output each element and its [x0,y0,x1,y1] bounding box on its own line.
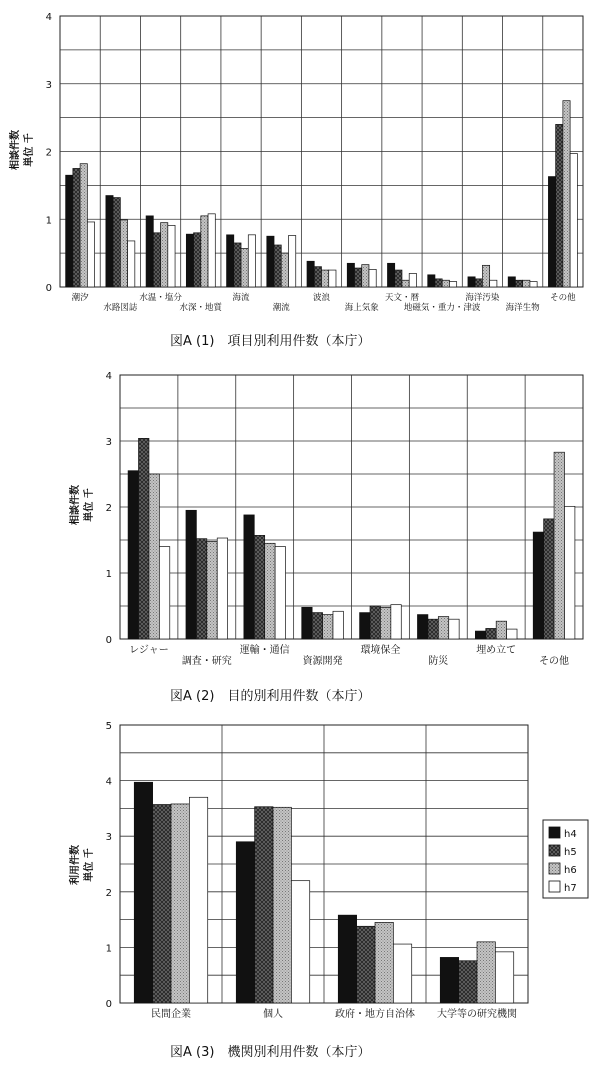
bar-h7 [449,282,456,287]
legend-swatch-h7 [549,881,560,892]
category-label: レジャー [129,645,169,656]
category-label: その他 [550,293,576,303]
bar-h7 [393,944,411,1003]
bar-h5 [370,606,380,639]
bar-h7 [333,611,343,639]
y-tick-label: 3 [105,832,112,844]
bar-h6 [402,280,409,287]
legend-swatch-h6 [549,863,560,874]
bar-h4 [360,613,370,639]
bar-h6 [241,248,248,287]
bar-h5 [255,807,273,1003]
bar-h5 [153,805,171,1003]
bar-h4 [338,915,356,1003]
bar-h7 [329,270,336,287]
bar-h4 [508,277,515,287]
legend-label-h5: h5 [564,847,577,858]
category-label: 海流 [232,293,250,303]
category-label: 水深・地質 [179,303,223,313]
chart-1 [8,12,583,349]
bar-h5 [254,535,264,639]
bar-h5 [486,628,496,639]
bar-h4 [302,607,312,639]
bar-h5 [475,279,482,287]
bar-h4 [440,957,458,1003]
legend [543,820,588,898]
bar-h5 [196,539,206,639]
bar-h6 [161,223,168,287]
y-tick-label: 1 [105,943,112,955]
bar-h6 [281,253,288,287]
bar-h4 [236,842,254,1003]
chart-2 [68,371,583,704]
bar-h5 [194,233,201,287]
bar-h4 [66,175,73,287]
bar-h6 [438,617,448,639]
bar-h4 [428,275,435,287]
category-label: 海上気象 [344,303,379,313]
category-label: 地磁気・重力・津波 [403,303,481,313]
y-tick-label: 5 [105,721,112,732]
bar-h4 [186,510,196,639]
chart-3 [68,721,528,1060]
bar-h4 [128,471,138,639]
bar-h5 [234,243,241,287]
bar-h7 [530,282,537,287]
bar-h6 [323,615,333,639]
bar-h5 [395,270,402,287]
category-label: 大学等の研究機関 [437,1009,517,1020]
legend-label-h6: h6 [564,865,577,876]
category-label: 水温・塩分 [139,293,182,303]
bar-h7 [564,506,574,639]
category-label: 海洋生物 [505,303,540,313]
y-tick-label: 2 [105,887,112,899]
y-tick-label: 2 [105,503,112,514]
bar-h5 [435,279,442,287]
y-tick-label: 1 [105,569,112,580]
bar-h7 [495,952,513,1003]
legend-label-h7: h7 [564,883,577,894]
category-label: 資源開発 [302,656,343,667]
chart-caption: 図A (1) 項目別利用件数（本庁） [170,334,371,349]
bar-h7 [159,547,169,639]
y-tick-label: 2 [45,147,52,159]
category-label: 政府・地方自治体 [335,1009,415,1020]
bar-h4 [186,234,193,287]
bar-h6 [80,164,87,287]
category-label: 波浪 [312,293,331,303]
bar-h7 [248,235,255,287]
bar-h4 [468,277,475,287]
bar-h4 [548,177,555,287]
category-label: 運輸・通信 [239,645,290,656]
bar-h6 [265,543,275,639]
bar-h5 [544,519,554,639]
y-tick-label: 4 [105,776,112,788]
bar-h4 [387,263,394,287]
bar-h4 [267,236,274,287]
chart-caption: 図A (2) 目的別利用件数（本庁） [170,689,371,704]
bar-h5 [113,198,120,287]
bar-h6 [496,621,506,639]
y-tick-label: 3 [45,79,52,91]
y-tick-label: 4 [45,12,52,23]
category-label: 水路図誌 [103,303,138,313]
bar-h4 [533,532,543,639]
bar-h7 [507,629,517,639]
y-axis-label: 単位 千 [24,133,35,167]
category-label: 潮汐 [71,293,89,303]
bar-h6 [171,804,189,1003]
bar-h5 [515,280,522,287]
bar-h6 [442,280,449,287]
bar-h5 [459,961,477,1003]
y-axis-label: 相談件数 [70,485,81,525]
bar-h5 [428,619,438,639]
bar-h6 [322,270,329,287]
bar-h5 [153,233,160,287]
y-axis-label: 相談件数 [10,130,21,170]
category-label: 海洋汚染 [465,293,500,303]
bar-h7 [168,225,175,287]
bar-h7 [449,619,459,639]
legend-swatch-h4 [549,827,560,838]
bar-h7 [291,881,309,1003]
bar-h6 [201,216,208,287]
bar-h6 [523,280,530,287]
bar-h7 [490,280,497,287]
y-tick-label: 1 [45,215,52,227]
bar-h4 [307,261,314,287]
bar-h6 [362,265,369,287]
y-tick-label: 0 [45,283,52,294]
legend-swatch-h5 [549,845,560,856]
category-label: 潮流 [272,303,290,313]
category-label: 埋め立て [476,645,517,656]
bar-h4 [134,782,152,1003]
bar-h4 [475,631,485,639]
bar-h4 [146,216,153,287]
bar-h7 [391,605,401,639]
bar-h4 [106,196,113,287]
bar-h4 [347,263,354,287]
bar-h6 [375,922,393,1003]
bar-h5 [73,168,80,287]
bar-h7 [570,154,577,287]
bar-h7 [128,241,135,287]
bar-h6 [207,541,217,639]
legend-label-h4: h4 [564,829,577,840]
bar-h5 [314,267,321,287]
category-label: 防災 [428,656,449,667]
bar-h6 [149,474,159,639]
bar-h6 [563,101,570,287]
bar-h5 [556,124,563,287]
bar-h7 [409,273,416,287]
bar-h5 [139,438,149,639]
y-axis-label: 単位 千 [84,488,95,522]
bar-h5 [274,245,281,287]
bar-h5 [312,613,322,639]
bar-h4 [227,235,234,287]
category-label: 天文・暦 [384,293,419,303]
y-axis-label: 利用件数 [70,845,81,885]
bar-h7 [275,547,285,639]
category-label: 民間企業 [151,1009,191,1020]
chart-caption: 図A (3) 機関別利用件数（本庁） [170,1045,371,1060]
bar-h6 [554,452,564,639]
y-axis-label: 単位 千 [84,848,95,882]
bar-h4 [417,615,427,639]
y-tick-label: 0 [105,999,112,1010]
bar-h4 [244,515,254,639]
y-tick-label: 4 [105,371,112,382]
bar-h5 [357,926,375,1003]
bar-h5 [354,268,361,287]
bar-h7 [87,222,94,287]
bar-h6 [482,265,489,287]
category-label: 環境保全 [360,645,401,656]
y-tick-label: 3 [105,437,112,448]
category-label: その他 [539,656,570,667]
bar-h7 [208,214,215,287]
y-tick-label: 0 [105,635,112,646]
bar-h6 [380,607,390,639]
category-label: 調査・研究 [181,656,232,667]
bar-h7 [217,538,227,639]
bar-h6 [120,220,127,287]
category-label: 個人 [263,1009,283,1020]
bar-h7 [189,797,207,1003]
bar-h7 [289,236,296,287]
bar-h6 [273,807,291,1003]
bar-h6 [477,942,495,1003]
bar-h7 [369,269,376,287]
